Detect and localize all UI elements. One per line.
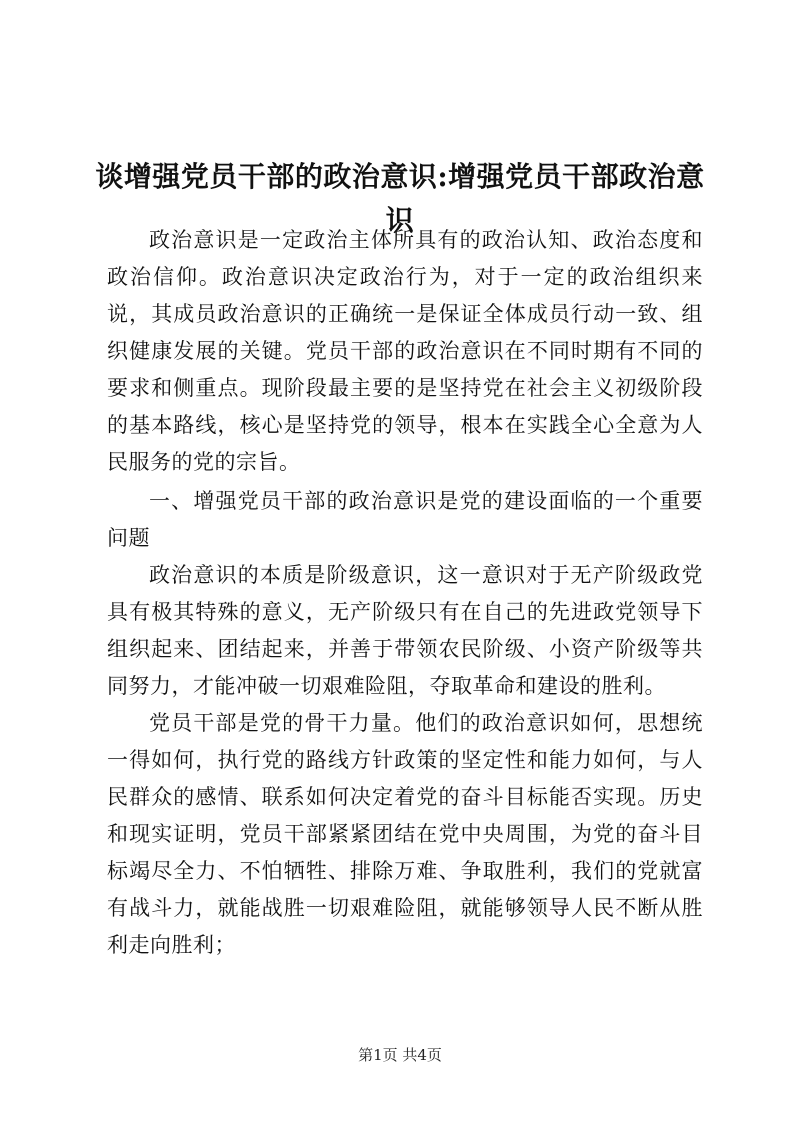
document-title: 谈增强党员干部的政治意识:增强党员干部政治意识 <box>95 159 705 237</box>
paragraph-intro: 政治意识是一定政治主体所具有的政治认知、政治态度和政治信仰。政治意识决定政治行为，对于一定的政治组织来说，其成员政治意识的正确统一是保证全体成员行动一致、组织健康发展的关键。党员干部的政治意识在不同时期有不同的要求和侧重点。现阶段最主要的是坚持党在社会主义初级阶段的基本路线，核心是坚持党的领导，根本在实践全心全意为人民服务的党的宗旨。 <box>107 228 703 474</box>
paragraph-party-cadres: 党员干部是党的骨干力量。他们的政治意识如何，思想统一得如何，执行党的路线方针政策的坚定性和能力如何，与人民群众的感情、联系如何决定着党的奋斗目标能否实现。历史和现实证明，党员干部紧紧团结在党中央周围，为党的奋斗目标竭尽全力、不怕牺牲、排除万难、争取胜利，我们的党就富有战斗力，就能战胜一切艰难险阻，就能够领导人民不断从胜利走向胜利； <box>107 711 703 957</box>
section-heading-1: 一、增强党员干部的政治意识是党的建设面临的一个重要问题 <box>107 489 703 550</box>
page-footer: 第1页 共4页 <box>358 1046 442 1064</box>
document-body <box>107 222 703 964</box>
paragraph-class-consciousness: 政治意识的本质是阶级意识，这一意识对于无产阶级政党具有极其特殊的意义，无产阶级只有在自己的先进政党领导下组织起来、团结起来，并善于带领农民阶级、小资产阶级等共同努力，才能冲破一切艰难险阻，夺取革命和建设的胜利。 <box>107 563 703 698</box>
